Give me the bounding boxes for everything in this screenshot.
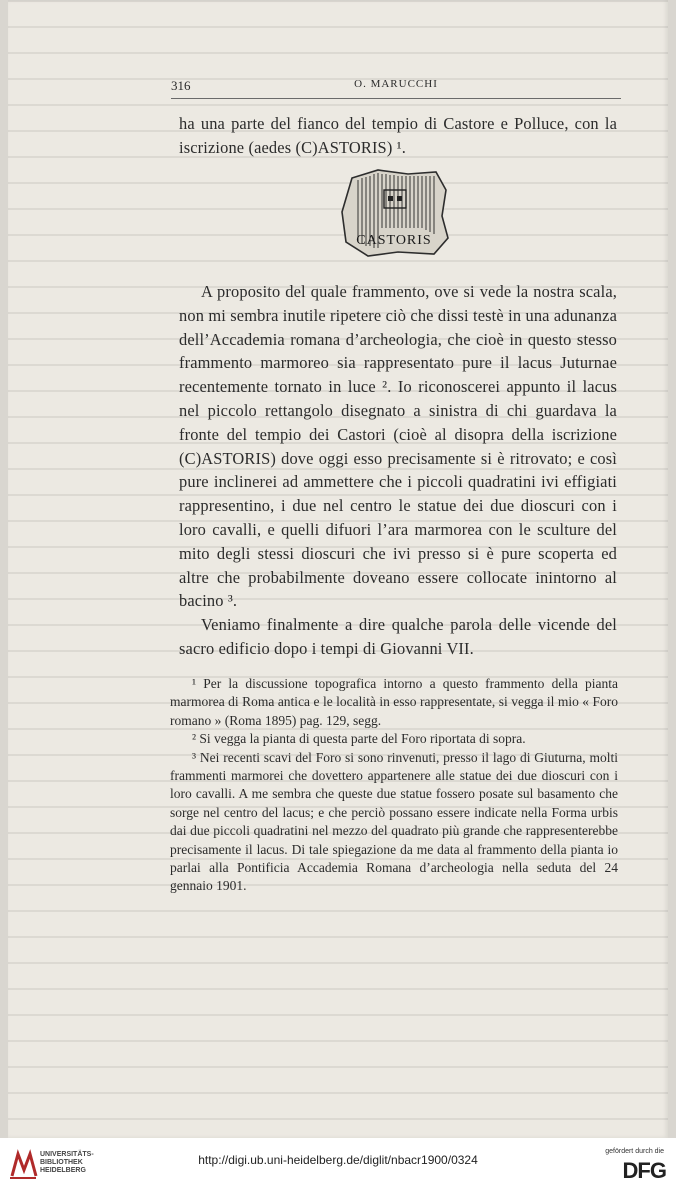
- header-rule: [171, 98, 621, 99]
- marble-fragment-illustration: [338, 168, 450, 258]
- library-line-1: UNIVERSITÄTS-: [40, 1151, 94, 1158]
- library-line-3: HEIDELBERG: [40, 1167, 86, 1174]
- paragraph-2-text: A proposito del quale frammento, ove si vede la nostra scala, non mi sembra inutile ripetere ciò che dissi testè in una adunanza dell’Accademia romana d’archeologia, che cioè in questo stesso frammento marmoreo sia rappresentato pure il lacus Juturnae recentemente tornato in luce ². Io riconoscerei appunto il lacus nel piccolo rettangolo disegnato a sinistra di chi guardava la fronte del tempio dei Castori (cioè al disopra della iscrizione (C)ASTORIS) dove oggi esso precisamente si è ritrovato; e così pure inclinerei ad ammettere che i piccoli quadratini ivi effigiati rappresentino, i due nel centro le statue dei due dioscuri con i loro cavalli, e quelli difuori l’ara marmorea con le sculture del mito degli stessi dioscuri che ivi presso si è pure scoperta ed altre che probabilmente doveano essere collocate inintorno al bacino ³.: [179, 282, 617, 611]
- permalink-url[interactable]: http://digi.ub.uni-heidelberg.de/diglit/nbacr1900/0324: [198, 1153, 478, 1167]
- dfg-logo: DFG: [622, 1158, 666, 1183]
- footnote-2: ² Si vegga la pianta di questa parte del Foro riportata di sopra.: [192, 731, 526, 747]
- page-number: 316: [171, 78, 191, 93]
- paragraph-3-text: Veniamo finalmente a dire qualche parola delle vicende del sacro edificio dopo i tempi di Giovanni VII.: [179, 615, 617, 658]
- footnote-1: ¹ Per la discussione topografica intorno a questo frammento della pianta marmorea di Roma antica e le località in esso rappresentate, si vegga il mio « Foro romano » (Roma 1895) pag. 129, segg.: [170, 676, 618, 728]
- paragraph-1: [179, 112, 617, 160]
- paragraph-3: [179, 613, 617, 661]
- paragraph-1-text: ha una parte del fianco del tempio di Castore e Polluce, con la iscrizione (aedes (C)ASTORIS) ¹.: [179, 114, 617, 157]
- funder-label: gefördert durch die: [605, 1148, 664, 1155]
- viewer-footer: [0, 1138, 676, 1190]
- paragraph-2: [179, 280, 617, 613]
- scanned-page: [8, 0, 668, 1138]
- footnote-3: ³ Nei recenti scavi del Foro si sono rinvenuti, presso il lago di Giuturna, molti frammenti marmorei che dovettero appartenere alle statue dei due dioscuri con i loro cavalli. A me sembra che queste due statue fossero posate sul basamento che sorge nel centro del lacus; e che perciò possano essere indicate nella Forma urbis dai due piccoli quadratini nel mezzo del quadrato più grande che rappresenterebbe precisamente il lacus. Di tale spiegazione da me data al frammento della pianta io parlai alla Pontificia Accademia Romana d’archeologia nella seduta del 24 gennaio 1901.: [170, 749, 618, 894]
- fragment-inscription: CASTORIS: [356, 233, 432, 248]
- running-title: O. MARUCCHI: [354, 78, 438, 90]
- footnotes: [170, 675, 618, 896]
- library-line-2: BIBLIOTHEK: [40, 1159, 83, 1166]
